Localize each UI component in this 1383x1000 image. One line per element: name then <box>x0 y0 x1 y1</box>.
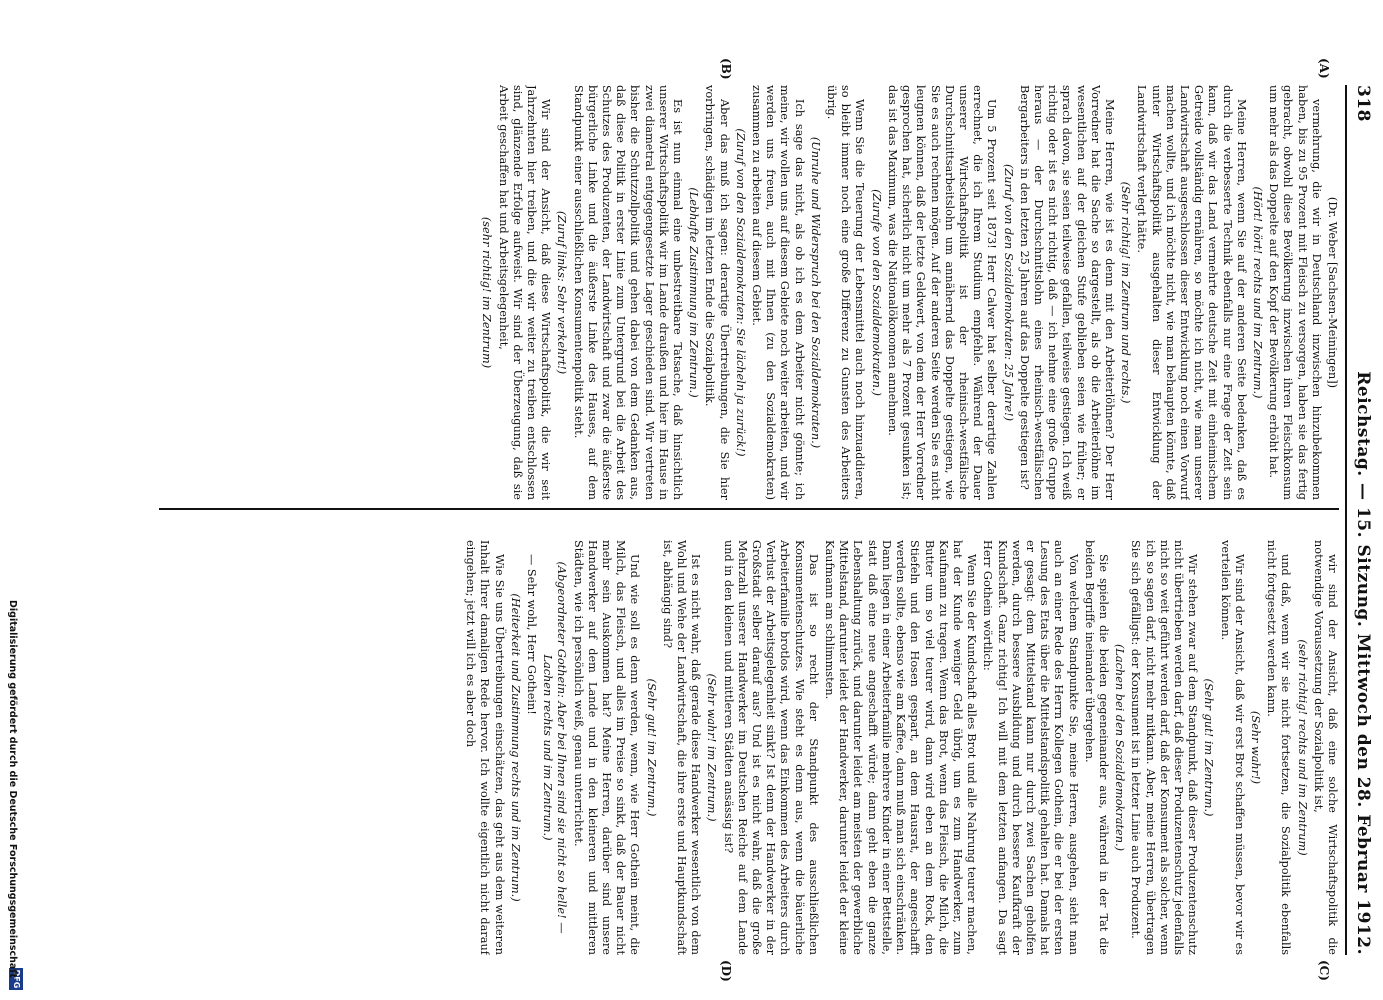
right-text-column <box>159 540 1339 955</box>
interjection: (sehr richtig! im Zentrum) <box>480 216 494 369</box>
dfg-logo: DFG <box>9 968 23 990</box>
interjection: (sehr richtig! rechts und im Zentrum) <box>1295 639 1309 856</box>
interjection: (Sehr wahr! im Zentrum.) <box>705 673 719 822</box>
paragraph: Von welchem Standpunkte Sie, meine Herren, ausgehen, sieht man auch an einer Rede des Herrn Kollegen Gothein, die er bei der ersten Lesung des Etats über die Mittelstandspolitik gehalten hat. Damals hat er gesagt: dem Mittelstand kann nur durch zwei Sachen geholfen werden, durch bessere Ausbildung und durch bessere Kaufkraft der Kundschaft. Ganz richtig! Ich will mit dem letzten anfangen. Da sagt Herr Gothein wörtlich: <box>981 540 1080 955</box>
paragraph: Das ist so recht der Standpunkt des ausschließlichen Konsumentenschutzes. Wie steht es denn aus, wenn die bäuerliche Arbeiterfamilie brotlos wird, wenn das Einkommen des Arbeiters durch Verlust der Arbeitsgelegenheit sinkt? Ist denn der Handwerker in der Großstadt selber darauf aus? Und ist es nicht wahr, daß die große Mehrzahl unserer Handwerker im Deutschen Reiche auf dem Lande und in den kleinen und mittleren Städten ansässig ist? <box>721 540 820 955</box>
interjection: (Zuruf von den Sozialdemokraten: 25 Jahre!) <box>1001 163 1015 422</box>
interjection: (Sehr richtig! im Zentrum und rechts.) <box>1119 181 1133 404</box>
paragraph: Wir sind der Ansicht, daß diese Wirtschaftspolitik, die wir seit Jahrzehnten hier treiben, und die wir weiter zu treiben entschlossen sind, glänzende Erfolge aufweist. Wir sind der Überzeugung, daß sie Arbeit geschaffen hat und Arbeitsgelegenheit, <box>496 85 553 500</box>
column-divider <box>159 508 1339 510</box>
interjection: (Hört! hört! rechts und im Zentrum.) <box>1250 186 1264 399</box>
interjection: (Unruhe und Widerspruch bei den Sozialdemokraten.) <box>808 136 822 449</box>
interjection: (Abgeordneter Gothein: Aber bei Ihnen sind sie nicht so helle! — Lachen rechts und im Zentrum.) <box>541 561 569 934</box>
margin-marker-a: (A) <box>1317 58 1331 79</box>
paragraph: Wie Sie uns Übertreibungen einschätzen, das geht aus dem weiteren Inhalt Ihrer damaligen Rede hervor. Ich wollte eigentlich nicht darauf eingehen; jetzt will ich es aber doch <box>464 540 506 955</box>
margin-marker-c: (C) <box>1317 960 1331 981</box>
left-text-column <box>159 85 1339 500</box>
speaker-name: (Dr. Weber [Sachsen-Meiningen]) <box>1326 196 1339 389</box>
paragraph: Es ist nun einmal eine unbestreitbare Tatsache, daß hinsichtlich unserer Wirtschaftspolitik wir im Lande draußen und hier im Hause in zwei diametral entgegengesetzte Lager geschieden sind. Wir vertreten bisher die Schutzzollpolitik und gehen dabei von dem Gedanken aus, daß diese Politik in erster Linie zum Untergrund bei die Arbeit des Schutzes des Produzenten, der Landwirtschaft und zwar die äußerste bürgerliche Linke und die äußerste Linke des Hauses, auf dem Standpunkt einer ausschließlichen Konsumentenpolitik steht. <box>571 85 685 500</box>
page-title: Reichstag. — 15. Sitzung. Mittwoch den 28. Februar 1912. <box>1353 371 1373 955</box>
digitization-note: Digitalisierung gefördert durch die Deutsche Forschungsgemeinschaft <box>7 600 18 978</box>
paragraph: und daß, wenn wir sie nicht fortsetzen, die Sozialpolitik ebenfalls nicht fortgesetzt werden kann. <box>1265 540 1293 955</box>
header-rule <box>1345 85 1347 955</box>
interjection: (Sehr gut! im Zentrum.) <box>1202 678 1216 817</box>
paragraph: vermehrung, die wir in Deutschland inzwischen hinzubekommen haben, bis zu 95 Prozent mit Fleisch zu versorgen, haben sie das fertig gebracht, obwohl diese Bevölkerung inzwischen ihren Fleischkonsum um mehr als das Doppelte auf den Kopf der Bevölkerung erhöht hat. <box>1267 85 1323 500</box>
paragraph: — Sehr wohl, Herr Gothein! <box>525 554 539 715</box>
paragraph: Meine Herren, wenn Sie auf der anderen Seite bedenken, daß es durch die verbesserte Technik ebenfalls nur eine Frage der Zeit sein kann, daß wir das Land vermehrte deutsche Zeit mit einheimischem Getreide vollständig ernähren, so möchte ich nicht, wie man unserer Landwirtschaft ausgeschlossen dieser Entwicklung noch einen Vorwurf machen wollte, und ich möchte nicht, wie man behaupten könnte, daß unter Wirtschaftspolitik ausgehalten dieser Entwicklung der Landwirtschaft verlegt hätte. <box>1135 85 1248 500</box>
page-number: 318 <box>1353 85 1373 122</box>
interjection: (Lebhafte Zustimmung im Zentrum.) <box>687 187 701 398</box>
paragraph: Wenn Sie die Teuerung der Lebensmittel auch noch hinzuaddieren, so bleibt immer noch eine große Differenz zu Gunsten des Arbeiters übrig. <box>825 85 867 500</box>
margin-marker-d: (D) <box>719 960 733 982</box>
paragraph: Meine Herren, wie ist es denn mit den Arbeiterlöhnen? Der Herr Vorredner hat die Sache so dargestellt, als ob die Arbeiterlöhne im wesentlichen auf der gleichen Stufe geblieben seien wie früher; er sprach davon, sie seien teilweise gefallen, teilweise gestiegen. Ich weiß richtig oder ist es nicht richtig, daß — ich nehme eine große Gruppe heraus — der Durchschnittslohn eines rheinisch-westfälischen Bergarbeiters in den letzten 25 Jahren auf das Doppelte gestiegen ist? <box>1017 85 1116 500</box>
paragraph: Wenn Sie der Kundschaft alles Brot und alle Nahrung teurer machen, hat der Kunde weniger Geld übrig, um es zum Handwerker, zum Kaufmann zu tragen. Wenn das Brot, wenn das Fleisch, die Milch, die Butter um so viel teurer wird, dann wird eben an dem Rock, den Stiefeln und den Hosen gespart, an dem Hausrat, der angeschafft werden sollte, ebenso wie am Kaffee, dann muß man sich einschränken. Dann liegen in einer Arbeiterfamilie mehrere Kinder in einer Bettstelle, statt daß eine neue angeschafft würde; dann geht eben die ganze Lebenshaltung zurück, und darunter leidet am meisten der gewerbliche Mittelstand, darunter leidet der Handwerker, darunter leidet der kleine Kaufmann am schlimmsten. <box>823 540 979 955</box>
paragraph: Und wie soll es denn werden, wenn, wie Herr Gothein meint, die Milch, das Fleisch, und alles im Preise so sinkt, daß der Bauer nicht mehr sein Auskommen hat? Meine Herren, darüber sind unsere Handwerker auf dem Lande und in den kleineren und mittleren Städten, wie ich persönlich weiß, genau unterrichtet. <box>571 540 642 955</box>
interjection: (Lachen bei den Sozialdemokraten.) <box>1113 643 1127 852</box>
interjection: (Zuruf von den Sozialdemokraten: Sie lächeln ja zurück!) <box>733 128 747 457</box>
paragraph: Ist es nicht wahr, daß gerade diese Handwerker wesentlich von dem Wohl und Wehe der Landwirtschaft, die ihre erste und Hauptkundschaft ist, abhängig sind? <box>660 540 703 955</box>
interjection: (Heiterkeit und Zustimmung rechts und im Zentrum.) <box>508 593 522 902</box>
page-header <box>1349 85 1373 955</box>
interjection: (Zurufe von den Sozialdemokraten.) <box>869 189 883 396</box>
paragraph: Wir stehen zwar auf dem Standpunkt, daß dieser Produzentenschutz nicht übertrieben werden darf, daß dieser Produzentenschutz jedenfalls nicht so weit geführt werden darf, daß der Konsument als solcher, wenn ich so sagen darf, nicht mehr mitkann. Aber, meine Herren, übertragen Sie sich gefälligst: der Konsument ist in letzter Linie auch Produzent. <box>1129 540 1200 955</box>
paragraph: Aber das muß ich sagen: derartige Übertreibungen, die Sie hier vorbringen, schädigen im letzten Ende die Sozialpolitik. <box>703 85 731 500</box>
margin-marker-b: (B) <box>719 58 733 80</box>
interjection: (Sehr gut! im Zentrum.) <box>644 678 658 817</box>
interjection: (Zuruf links: Sehr verkehrt!) <box>555 210 569 375</box>
paragraph: Wir sind der Ansicht, daß wir erst Brot schaffen müssen, bevor wir es verteilen können. <box>1218 540 1246 955</box>
interjection: (Sehr wahr!) <box>1248 710 1262 785</box>
paragraph: wir sind der Ansicht, daß eine solche Wirtschaftspolitik die notwendige Voraussetzung der Sozialpolitik ist, <box>1311 540 1339 955</box>
paragraph: Sie spielen die beiden gegeneinander aus, während in der Tat die beiden Begriffe ineinander übergehen. <box>1082 540 1110 955</box>
paragraph: Um 5 Prozent seit 1873! Herr Calwer hat selber derartige Zahlen errechnet, die ich Ihrem Studium empfehle. Während der Dauer unserer Wirtschaftspolitik ist der rheinisch-westfälische Durchschnittsarbeitslohn um annähernd das Doppelte gestiegen, wie Sie es auch rechnen mögen. Auf der anderen Seite werden Sie es nicht leugnen können, daß der letzte Geldwert, von dem der Herr Vorredner gesprochen hat, sicherlich nicht um mehr als 7 Prozent gesunken ist; das ist das Maximum, was die Nationalökonomen annehmen. <box>885 85 999 500</box>
paragraph: Ich sage das nicht, als ob ich es dem Arbeiter nicht gönnte; ich meine, wir wollen uns auf diesem Gebiete noch weiter arbeiten, und wir werden uns freuen, auch mit Ihnen (zu den Sozialdemokraten) zusammen zu arbeiten auf diesem Gebiet. <box>750 85 806 500</box>
